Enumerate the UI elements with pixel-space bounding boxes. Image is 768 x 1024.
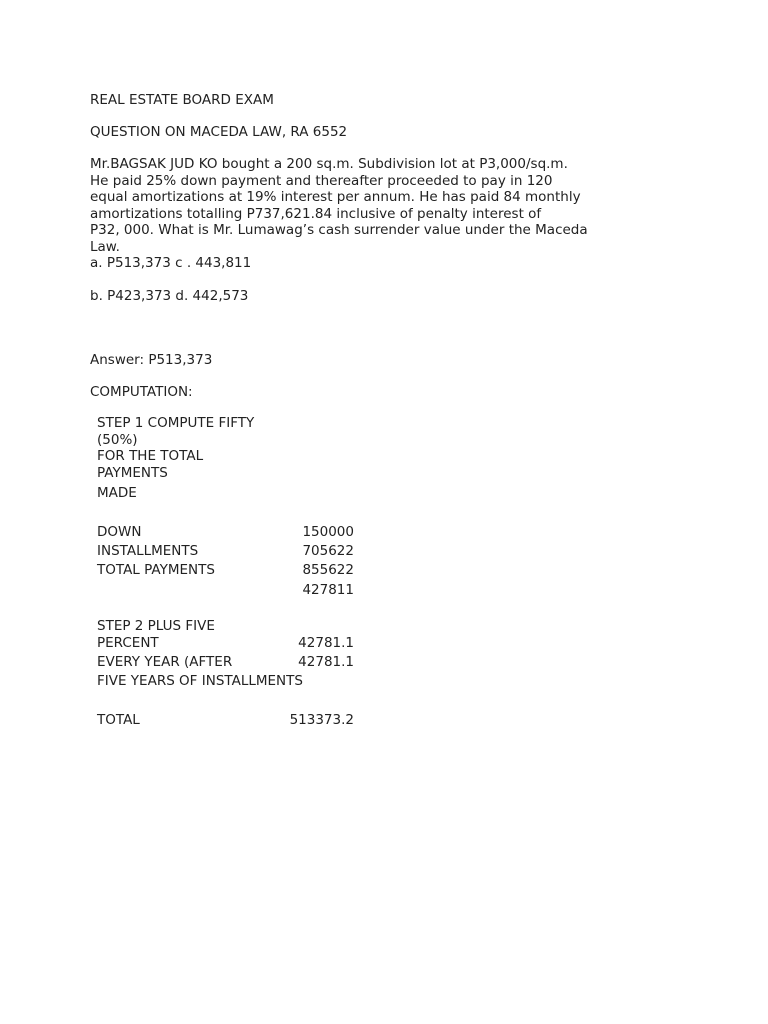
question-line: Law.	[90, 238, 120, 255]
row-value-percent: 42781.1	[298, 635, 354, 651]
row-label-every-year: EVERY YEAR (AFTER	[97, 654, 233, 670]
step1-line: (50%)	[97, 432, 138, 448]
row-value-installments: 705622	[302, 543, 354, 559]
document-title: REAL ESTATE BOARD EXAM	[90, 92, 274, 108]
answer-text: Answer: P513,373	[90, 352, 213, 368]
computation-heading: COMPUTATION:	[90, 384, 193, 400]
step1-line: MADE	[97, 485, 137, 501]
question-line: amortizations totalling P737,621.84 inclusive of penalty interest of	[90, 205, 542, 222]
row-label-total-payments: TOTAL PAYMENTS	[97, 562, 215, 578]
step2-line: STEP 2 PLUS FIVE	[97, 618, 215, 634]
question-line: P32, 000. What is Mr. Lumawag’s cash surrender value under the Maceda	[90, 222, 588, 238]
step1-line: FOR THE TOTAL	[97, 448, 204, 464]
choices-line-2: b. P423,373 d. 442,573	[90, 288, 249, 304]
question-text	[90, 156, 610, 272]
row-value-half: 427811	[302, 582, 354, 598]
row-label-installments: INSTALLMENTS	[97, 543, 199, 559]
row-label-down: DOWN	[97, 524, 142, 540]
question-line: Mr.BAGSAK JUD KO bought a 200 sq.m. Subdivision lot at P3,000/sq.m.	[90, 156, 568, 172]
step1-line: PAYMENTS	[97, 465, 168, 481]
step1-line: STEP 1 COMPUTE FIFTY	[97, 415, 255, 431]
row-value-every-year: 42781.1	[298, 654, 354, 670]
step2-tail: FIVE YEARS OF INSTALLMENTS	[97, 673, 303, 689]
row-value-down: 150000	[302, 524, 354, 540]
total-value: 513373.2	[289, 712, 354, 728]
question-line: equal amortizations at 19% interest per annum. He has paid 84 monthly	[90, 189, 581, 205]
total-label: TOTAL	[97, 712, 140, 728]
row-value-total-payments: 855622	[302, 562, 354, 578]
row-label-percent: PERCENT	[97, 635, 159, 651]
document-subtitle: QUESTION ON MACEDA LAW, RA 6552	[90, 124, 348, 140]
question-line: He paid 25% down payment and thereafter proceeded to pay in 120	[90, 172, 553, 189]
choices-line-1: a. P513,373 c . 443,811	[90, 255, 252, 271]
